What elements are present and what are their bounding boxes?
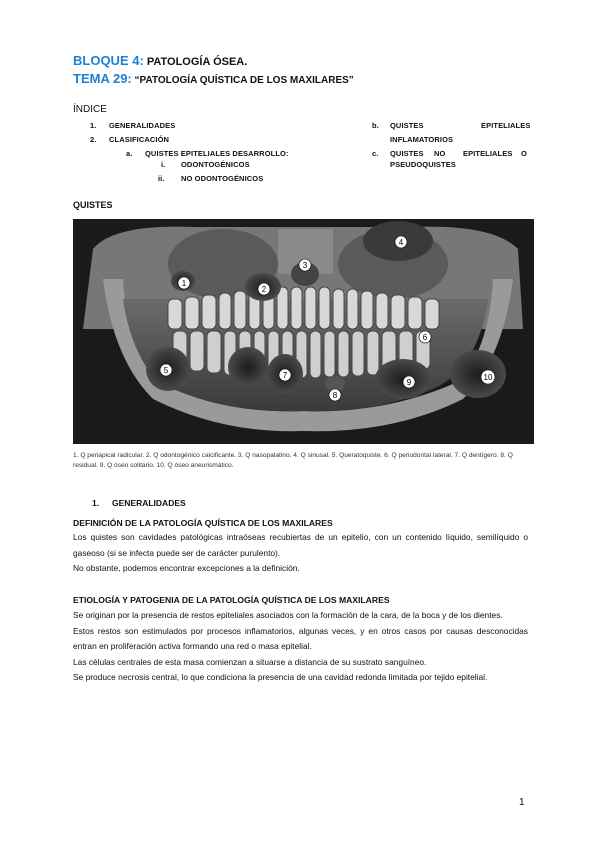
toc-item-quistes-desarrollo[interactable]: QUISTES EPITELIALES DESARROLLO:	[145, 149, 289, 158]
toc-num: 2.	[90, 135, 97, 144]
toc-item-pseudoquistes[interactable]: PSEUDOQUISTES	[390, 160, 456, 169]
paragraph: Se originan por la presencia de restos epiteliales asociados con la formación de la cara, de la boca y de los dientes.	[73, 610, 503, 620]
xray-label-2: 2	[261, 285, 267, 294]
paragraph: No obstante, podemos encontrar excepciones a la definición.	[73, 563, 300, 574]
toc-item-odontogenicos[interactable]: ODONTOGÉNICOS	[181, 160, 250, 169]
tema-name: “PATOLOGÍA QUÍSTICA DE LOS MAXILARES”	[134, 75, 354, 86]
toc-item-clasificacion[interactable]: CLASIFICACIÓN	[109, 135, 170, 144]
etiology-heading: ETIOLOGÍA Y PATOGENIA DE LA PATOLOGÍA QUÍSTICA DE LOS MAXILARES	[73, 595, 390, 605]
tema-title	[73, 71, 354, 86]
toc-item-inflamatorios[interactable]: INFLAMATORIOS	[390, 135, 454, 144]
xray-label-10: 10	[483, 373, 493, 382]
page-number: 1	[519, 797, 525, 808]
toc-num: b.	[372, 121, 379, 130]
toc-num: i.	[161, 160, 166, 169]
toc-item-pseudoquistes-word[interactable]: O	[521, 149, 527, 158]
index-title: ÍNDICE	[73, 104, 107, 115]
bloque-name: PATOLOGÍA ÓSEA.	[146, 56, 248, 68]
xray-label-8: 8	[332, 391, 338, 400]
xray-label-9: 9	[406, 378, 412, 387]
toc-num: ii.	[158, 174, 165, 183]
toc-item-generalidades[interactable]: GENERALIDADES	[109, 121, 176, 130]
toc-item-pseudoquistes-word[interactable]: QUISTES	[390, 149, 424, 158]
section-title	[92, 498, 186, 508]
etiology-body	[73, 608, 528, 686]
figure-caption: 1. Q periapical radicular. 2. Q odontogénico calcificante. 3. Q nasopalatino. 4. Q sinusal. 5. Queratoquiste. 6. Q periodontal lateral. 7. Q dentígero. 8. Q residual. 9. Q óseo solitario. 10. Q óseo aneurismático.	[73, 452, 513, 469]
paragraph: Se produce necrosis central, lo que condiciona la presencia de una cavidad redonda limitada por tejido epitelial.	[73, 672, 488, 683]
quistes-heading: QUISTES	[73, 200, 113, 210]
bloque-label: BLOQUE 4:	[73, 53, 144, 68]
panoramic-xray-figure	[73, 219, 534, 444]
bloque-title	[73, 53, 247, 68]
xray-label-1: 1	[181, 279, 187, 288]
tema-label: TEMA 29:	[73, 71, 132, 86]
paragraph: Estos restos son estimulados por procesos inflamatorios, algunas veces, y en otros casos por causas desconocidas entran en proliferación activa formando una red o masa epitelial.	[73, 625, 528, 652]
xray-label-4: 4	[398, 238, 404, 247]
xray-label-7: 7	[282, 371, 288, 380]
toc-item-pseudoquistes-word[interactable]: NO	[434, 149, 446, 158]
xray-label-6: 6	[422, 333, 428, 342]
toc-num: a.	[126, 149, 133, 158]
toc-num: c.	[372, 149, 379, 158]
xray-label-3: 3	[302, 261, 308, 270]
definition-body	[73, 530, 528, 577]
xray-label-5: 5	[163, 366, 169, 375]
definition-heading: DEFINICIÓN DE LA PATOLOGÍA QUÍSTICA DE LOS MAXILARES	[73, 518, 333, 528]
toc-item-inflamatorios-word[interactable]: EPITELIALES	[481, 121, 531, 130]
toc-item-pseudoquistes-word[interactable]: EPITELIALES	[463, 149, 513, 158]
toc-num: 1.	[90, 121, 97, 130]
toc-item-no-odontogenicos[interactable]: NO ODONTOGÉNICOS	[181, 174, 264, 183]
paragraph: Las células centrales de esta masa comienzan a situarse a distancia de su sustrato sanguíneo.	[73, 656, 427, 667]
section-number: 1.	[92, 498, 100, 508]
toc-item-inflamatorios-word[interactable]: QUISTES	[390, 121, 424, 130]
section-name: GENERALIDADES	[112, 498, 186, 508]
paragraph: Los quistes son cavidades patológicas intraóseas recubiertas de un epitelio, con un contenido líquido, semilíquido o gaseoso (si se infecta puede ser de carácter purulento).	[73, 532, 528, 558]
